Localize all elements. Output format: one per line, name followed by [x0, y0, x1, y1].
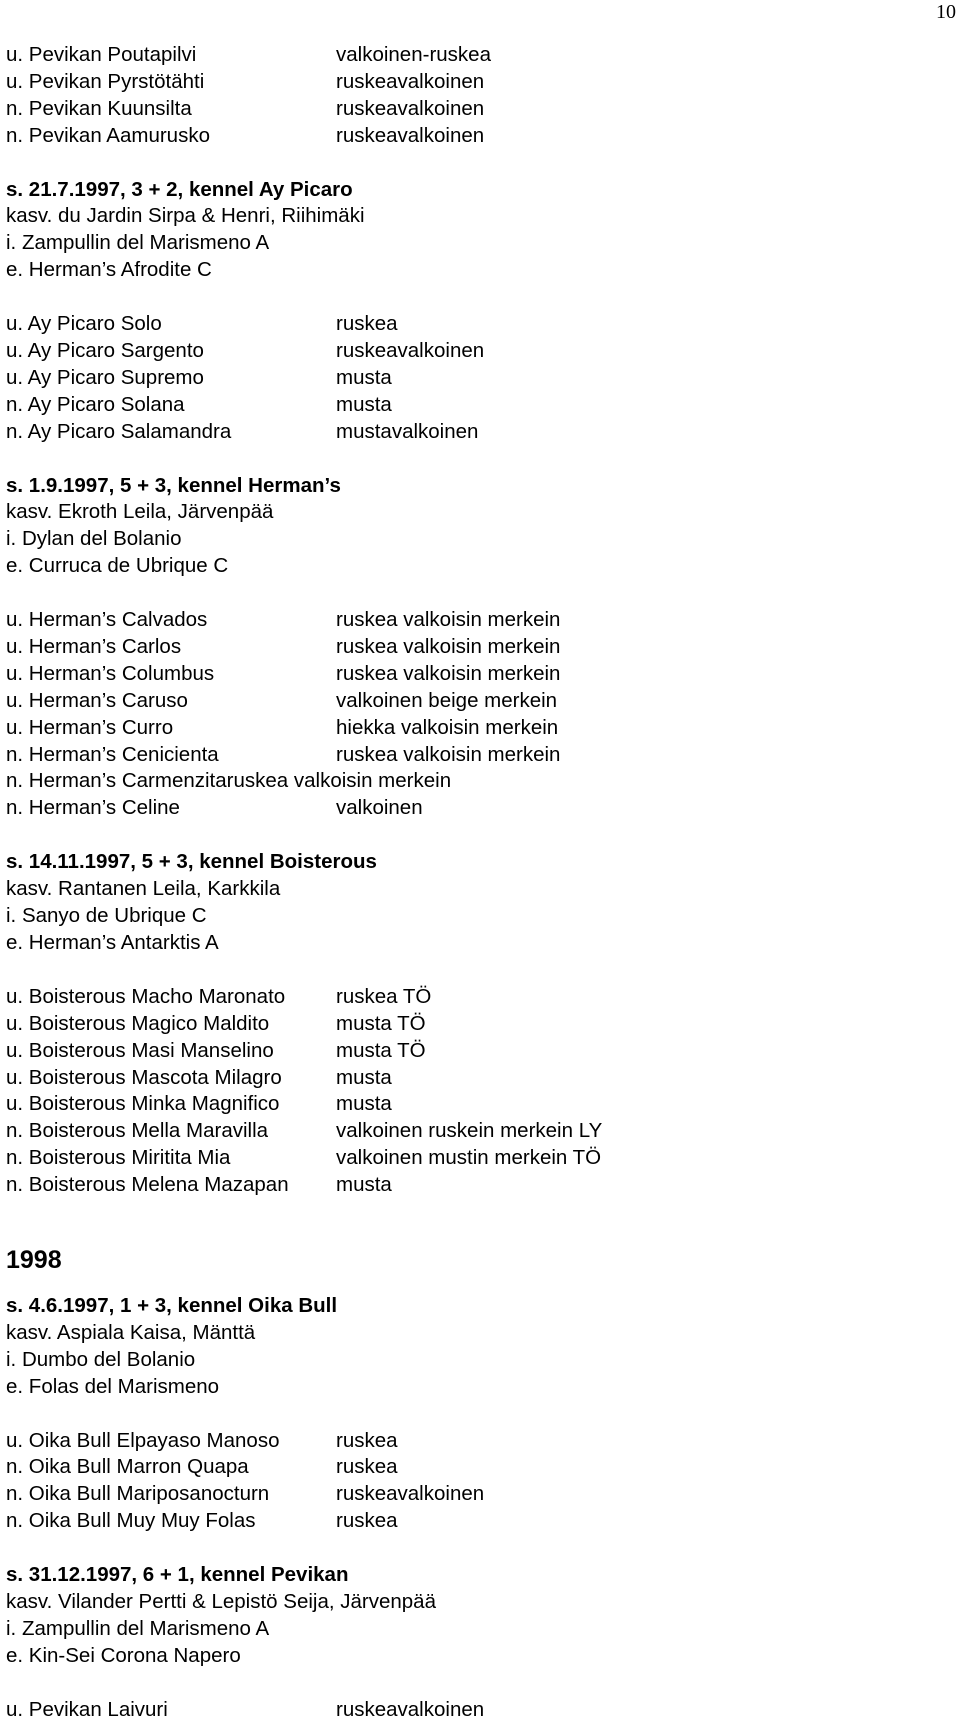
puppy-color: valkoinen ruskein merkein LY [336, 1119, 603, 1143]
puppy-row [6, 984, 946, 1011]
puppy-name: u. Herman’s Columbus [6, 661, 215, 685]
puppy-color: hiekka valkoisin merkein [336, 715, 559, 739]
puppy-name: u. Boisterous Mascota Milagro [6, 1065, 282, 1089]
puppy-row [6, 311, 946, 338]
puppy-name: u. Herman’s Carlos [6, 635, 182, 659]
puppy-color: musta [336, 365, 392, 389]
puppy-row [6, 742, 946, 769]
puppy-row [6, 1697, 946, 1724]
puppy-row [6, 661, 946, 688]
puppy-color: ruskea [336, 1428, 398, 1452]
spacer [6, 1199, 946, 1243]
litter-info [6, 1293, 946, 1401]
puppy-name: u. Pevikan Poutapilvi [6, 43, 197, 66]
puppy-row [6, 1145, 946, 1172]
puppy-list [6, 311, 946, 445]
puppy-row [6, 1508, 946, 1535]
puppy-row [6, 42, 946, 69]
puppy-row [6, 634, 946, 661]
puppy-color: ruskea valkoisin merkein [336, 661, 561, 685]
puppy-name: n. Boisterous Melena Mazapan [6, 1173, 289, 1197]
litter-detail: i. Sanyo de Ubrique C [6, 904, 207, 928]
puppy-color: musta TÖ [336, 1011, 426, 1035]
litter-header: s. 4.6.1997, 1 + 3, kennel Oika Bull [6, 1293, 338, 1317]
puppy-name: n. Boisterous Miritita Mia [6, 1146, 231, 1170]
puppy-row [6, 1038, 946, 1065]
litter-detail: kasv. du Jardin Sirpa & Henri, Riihimäki [6, 204, 365, 228]
puppy-name: u. Boisterous Magico Maldito [6, 1011, 270, 1035]
litter-info [6, 1562, 946, 1670]
puppy-row [6, 392, 946, 419]
puppy-row [6, 1454, 946, 1481]
litter-detail: i. Zampullin del Marismeno A [6, 1616, 270, 1640]
puppy-name: u. Pevikan Laivuri [6, 1697, 168, 1721]
puppy-color: ruskeavalkoinen [336, 339, 485, 363]
page-number: 10 [936, 1, 956, 23]
puppy-color: ruskeavalkoinen [336, 69, 485, 93]
puppy-row [6, 768, 946, 795]
puppy-list [6, 1697, 946, 1724]
puppy-name: u. Boisterous Minka Magnifico [6, 1092, 280, 1116]
document-body [6, 42, 946, 1724]
litter-detail: kasv. Aspiala Kaisa, Mänttä [6, 1320, 256, 1344]
puppy-row [6, 338, 946, 365]
puppy-color: ruskeavalkoinen [336, 96, 485, 120]
year-heading: 1998 [6, 1245, 62, 1274]
puppy-color: ruskea valkoisin merkein [336, 635, 561, 659]
litter-detail: kasv. Ekroth Leila, Järvenpää [6, 500, 274, 524]
puppy-name: n. Ay Picaro Salamandra [6, 419, 232, 443]
puppy-name: u. Ay Picaro Sargento [6, 339, 204, 363]
litter-info [6, 849, 946, 957]
litter-detail: kasv. Rantanen Leila, Karkkila [6, 877, 281, 901]
puppy-name: u. Oika Bull Elpayaso Manoso [6, 1428, 280, 1452]
puppy-name: n. Oika Bull Marron Quapa [6, 1455, 249, 1479]
puppy-name: u. Boisterous Macho Maronato [6, 984, 286, 1008]
puppy-name: n. Herman’s Celine [6, 796, 180, 820]
puppy-color: ruskea TÖ [336, 984, 432, 1008]
puppy-color: valkoinen [336, 796, 423, 820]
puppy-list [6, 984, 946, 1199]
puppy-name: n. Pevikan Kuunsilta [6, 96, 192, 120]
spacer [6, 284, 946, 311]
puppy-color: ruskea valkoisin merkein [336, 742, 561, 766]
litter-detail: e. Kin-Sei Corona Napero [6, 1643, 241, 1667]
puppy-list [6, 1428, 946, 1536]
puppy-row [6, 123, 946, 150]
puppy-name: u. Ay Picaro Supremo [6, 365, 204, 389]
puppy-name: n. Herman’s Cenicienta [6, 742, 219, 766]
puppy-row [6, 1091, 946, 1118]
puppy-row [6, 1172, 946, 1199]
puppy-row [6, 795, 946, 822]
litter-detail: e. Herman’s Antarktis A [6, 930, 219, 954]
litter-detail: i. Dylan del Bolanio [6, 527, 182, 551]
puppy-name: u. Herman’s Calvados [6, 608, 208, 632]
puppy-row [6, 1428, 946, 1455]
puppy-color: valkoinen-ruskea [336, 43, 491, 66]
puppy-color: ruskeavalkoinen [336, 1482, 485, 1506]
spacer [6, 1277, 946, 1293]
puppy-color: mustavalkoinen [336, 419, 479, 443]
litter-header: s. 1.9.1997, 5 + 3, kennel Herman’s [6, 473, 341, 497]
puppy-name: n. Pevikan Aamurusko [6, 123, 210, 147]
puppy-color: valkoinen mustin merkein TÖ [336, 1146, 602, 1170]
puppy-list [6, 42, 946, 150]
spacer [6, 822, 946, 849]
puppy-color: ruskea valkoisin merkein [336, 608, 561, 632]
puppy-name: n. Ay Picaro Solana [6, 392, 185, 416]
puppy-row [6, 96, 946, 123]
puppy-name: u. Herman’s Caruso [6, 688, 188, 712]
puppy-color: musta TÖ [336, 1038, 426, 1062]
puppy-row [6, 69, 946, 96]
puppy-color: ruskea [336, 312, 398, 336]
litter-header: s. 31.12.1997, 6 + 1, kennel Pevikan [6, 1563, 349, 1587]
puppy-row [6, 1011, 946, 1038]
spacer [6, 1670, 946, 1697]
puppy-row [6, 715, 946, 742]
puppy-color: musta [336, 1173, 392, 1197]
puppy-name: u. Boisterous Masi Manselino [6, 1038, 274, 1062]
puppy-color: valkoinen beige merkein [336, 688, 558, 712]
puppy-row [6, 419, 946, 446]
litter-header: s. 21.7.1997, 3 + 2, kennel Ay Picaro [6, 177, 353, 201]
litter-header: s. 14.11.1997, 5 + 3, kennel Boisterous [6, 850, 377, 874]
litter-info [6, 177, 946, 285]
spacer [6, 957, 946, 984]
puppy-color: ruskeavalkoinen [336, 1697, 485, 1721]
puppy-name: u. Herman’s Curro [6, 715, 174, 739]
spacer [6, 446, 946, 473]
spacer [6, 1401, 946, 1428]
puppy-row [6, 1065, 946, 1092]
puppy-row [6, 1118, 946, 1145]
litter-info [6, 473, 946, 581]
spacer [6, 580, 946, 607]
puppy-color: ruskea [336, 1455, 398, 1479]
puppy-name: u. Pevikan Pyrstötähti [6, 69, 205, 93]
puppy-row [6, 1481, 946, 1508]
litter-detail: kasv. Vilander Pertti & Lepistö Seija, Järvenpää [6, 1589, 436, 1613]
puppy-color: ruskea [336, 1509, 398, 1533]
puppy-color: musta [336, 392, 392, 416]
litter-detail: i. Zampullin del Marismeno A [6, 231, 270, 255]
litter-detail: e. Folas del Marismeno [6, 1374, 220, 1398]
puppy-name: u. Ay Picaro Solo [6, 312, 162, 336]
puppy-color: ruskeavalkoinen [336, 123, 485, 147]
puppy-name: n. Herman’s Carmenzitaruskea valkoisin merkein [6, 769, 452, 793]
puppy-list [6, 607, 946, 822]
puppy-name: n. Oika Bull Mariposanocturn [6, 1482, 270, 1506]
puppy-color: musta [336, 1092, 392, 1116]
puppy-name: n. Oika Bull Muy Muy Folas [6, 1509, 256, 1533]
spacer [6, 150, 946, 177]
puppy-name: n. Boisterous Mella Maravilla [6, 1119, 269, 1143]
puppy-color: musta [336, 1065, 392, 1089]
puppy-row [6, 365, 946, 392]
puppy-row [6, 688, 946, 715]
spacer [6, 1535, 946, 1562]
puppy-row [6, 607, 946, 634]
litter-detail: e. Curruca de Ubrique C [6, 554, 229, 578]
litter-detail: e. Herman’s Afrodite C [6, 258, 212, 282]
litter-detail: i. Dumbo del Bolanio [6, 1347, 196, 1371]
